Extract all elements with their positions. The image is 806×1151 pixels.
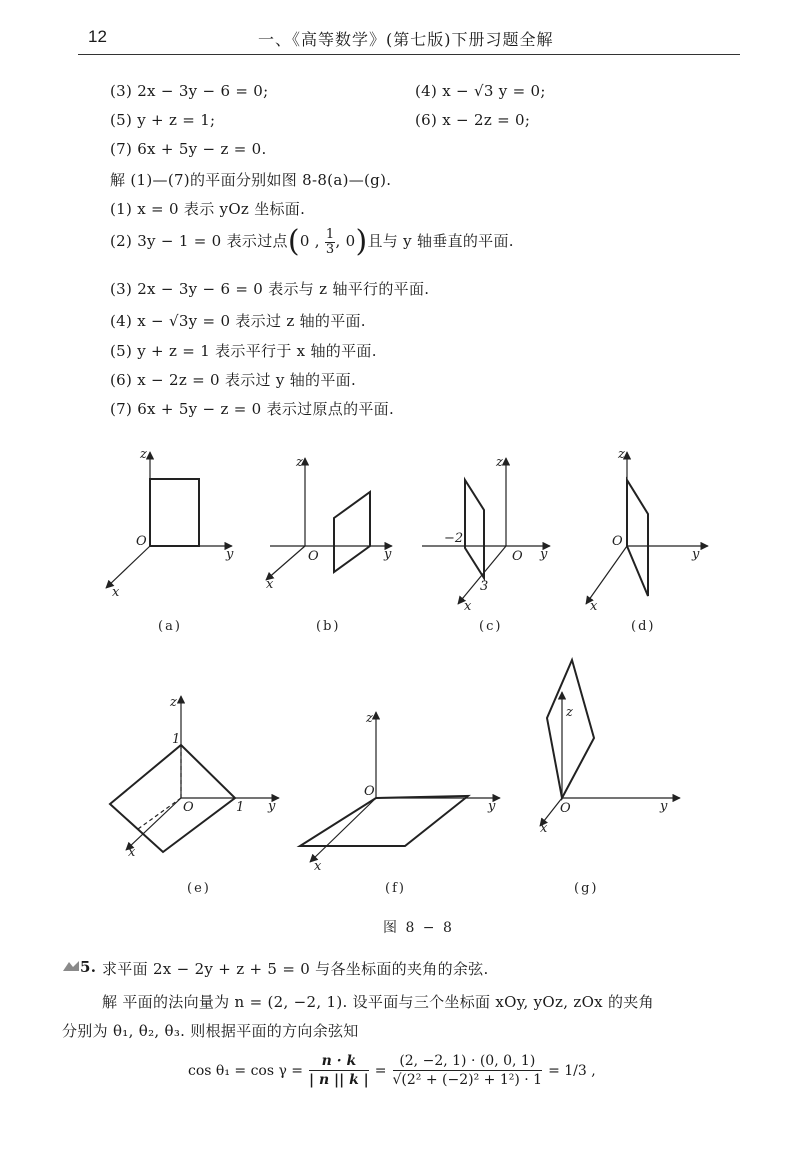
fig-g-x-label: x — [540, 821, 548, 836]
fig-c-origin-label: O — [512, 549, 523, 564]
figure-b — [266, 458, 392, 580]
problem-part-7: (7) 6x + 5y − z = 0. — [110, 140, 267, 158]
formula-fraction-1-numerator: n · k — [309, 1052, 369, 1071]
cosine-formula — [188, 1052, 596, 1089]
fig-b-y-label: y — [384, 547, 392, 562]
caption-f: (f) — [385, 881, 406, 896]
problem-part-5: (5) y + z = 1; — [110, 111, 216, 129]
problem-5-statement: 求平面 2x − 2y + z + 5 = 0 与各坐标面的夹角的余弦. — [102, 960, 489, 978]
fraction-denominator: 3 — [325, 241, 335, 257]
fig-d-z-label: z — [618, 447, 625, 462]
solution-line-3: (3) 2x − 3y − 6 = 0 表示与 z 轴平行的平面. — [110, 280, 430, 298]
figure-a — [106, 452, 232, 588]
caption-c: (c) — [479, 619, 503, 634]
fig-e-origin-label: O — [183, 800, 194, 815]
solution-line-2-prefix: (2) 3y − 1 = 0 表示过点 — [110, 232, 288, 250]
fig-e-z1-label: 1 — [172, 732, 181, 747]
exercise-marker-icon — [62, 958, 80, 972]
fig-b-origin-label: O — [308, 549, 319, 564]
fig-g-origin-label: O — [560, 801, 571, 816]
fraction-numerator: 1 — [325, 226, 335, 242]
problem-5-number: 5. — [80, 958, 97, 976]
fig-c-3-label: 3 — [480, 579, 489, 594]
fig-a-x-label: x — [112, 585, 120, 600]
fig-a-y-label: y — [226, 547, 234, 562]
fig-b-x-label: x — [266, 577, 274, 592]
fig-f-z-label: z — [366, 711, 373, 726]
problem-5-solution-line-1: 解 平面的法向量为 n = (2, −2, 1). 设平面与三个坐标面 xOy, yOz, zOx 的夹角 — [102, 993, 654, 1011]
fig-g-y-label: y — [660, 799, 668, 814]
point-coord-a: 0 , — [299, 232, 320, 250]
solution-intro: 解 (1)—(7)的平面分别如图 8-8(a)—(g). — [110, 171, 392, 189]
formula-fraction-2 — [393, 1052, 543, 1089]
solution-line-1: (1) x = 0 表示 yOz 坐标面. — [110, 200, 306, 218]
fig-c-neg2-label: −2 — [444, 531, 464, 546]
fig-d-origin-label: O — [612, 534, 623, 549]
figure-e — [110, 696, 279, 852]
page-number: 12 — [88, 27, 107, 46]
problem-part-4: (4) x − √3 y = 0; — [415, 82, 546, 100]
fig-a-z-label: z — [140, 447, 147, 462]
formula-lhs: cos θ₁ = cos γ = — [188, 1062, 304, 1079]
fig-e-z-label: z — [170, 695, 177, 710]
caption-d: (d) — [631, 619, 656, 634]
solution-line-4: (4) x − √3y = 0 表示过 z 轴的平面. — [110, 312, 366, 330]
fig-f-x-label: x — [314, 859, 322, 874]
figure-d — [586, 452, 708, 604]
problem-5-solution-line-2: 分别为 θ₁, θ₂, θ₃. 则根据平面的方向余弦知 — [62, 1022, 359, 1040]
right-paren: ) — [355, 224, 368, 259]
formula-fraction-1 — [309, 1052, 369, 1089]
book-title: 一、《高等数学》(第七版)下册习题全解 — [258, 30, 554, 49]
fig-c-y-label: y — [540, 547, 548, 562]
header-divider — [78, 54, 740, 55]
solution-line-5: (5) y + z = 1 表示平行于 x 轴的平面. — [110, 342, 377, 360]
caption-a: (a) — [158, 619, 182, 634]
caption-g: (g) — [574, 881, 599, 896]
formula-fraction-2-numerator: (2, −2, 1) · (0, 0, 1) — [393, 1052, 543, 1071]
formula-rhs: = 1/3 , — [548, 1062, 596, 1079]
formula-fraction-1-denominator: | n || k | — [309, 1072, 369, 1088]
fig-g-z-label: z — [566, 705, 573, 720]
formula-equals: = — [374, 1062, 387, 1079]
fig-f-y-label: y — [488, 799, 496, 814]
fig-c-x-label: x — [464, 599, 472, 614]
fig-d-y-label: y — [692, 547, 700, 562]
figure-caption: 图 8 − 8 — [383, 920, 454, 936]
fig-e-x-label: x — [128, 845, 136, 860]
caption-b: (b) — [316, 619, 341, 634]
problem-part-3: (3) 2x − 3y − 6 = 0; — [110, 82, 269, 100]
point-coord-c: , 0 — [335, 232, 356, 250]
figure-8-8 — [0, 430, 806, 950]
figure-f — [300, 712, 500, 862]
solution-line-2 — [110, 224, 514, 259]
fig-b-z-label: z — [296, 455, 303, 470]
fig-e-y-label: y — [268, 799, 276, 814]
problem-part-6: (6) x − 2z = 0; — [415, 111, 531, 129]
left-paren: ( — [287, 224, 300, 259]
fig-f-origin-label: O — [364, 784, 375, 799]
caption-e: (e) — [187, 881, 211, 896]
fig-c-z-label: z — [496, 455, 503, 470]
formula-fraction-2-denominator: √(2² + (−2)² + 1²) · 1 — [392, 1072, 543, 1088]
fig-e-y1-label: 1 — [236, 800, 245, 815]
fraction-one-third — [325, 228, 336, 257]
solution-line-2-suffix: 且与 y 轴垂直的平面. — [367, 232, 514, 250]
fig-d-x-label: x — [590, 599, 598, 614]
solution-line-7: (7) 6x + 5y − z = 0 表示过原点的平面. — [110, 400, 395, 418]
fig-a-origin-label: O — [136, 534, 147, 549]
solution-line-6: (6) x − 2z = 0 表示过 y 轴的平面. — [110, 371, 357, 389]
